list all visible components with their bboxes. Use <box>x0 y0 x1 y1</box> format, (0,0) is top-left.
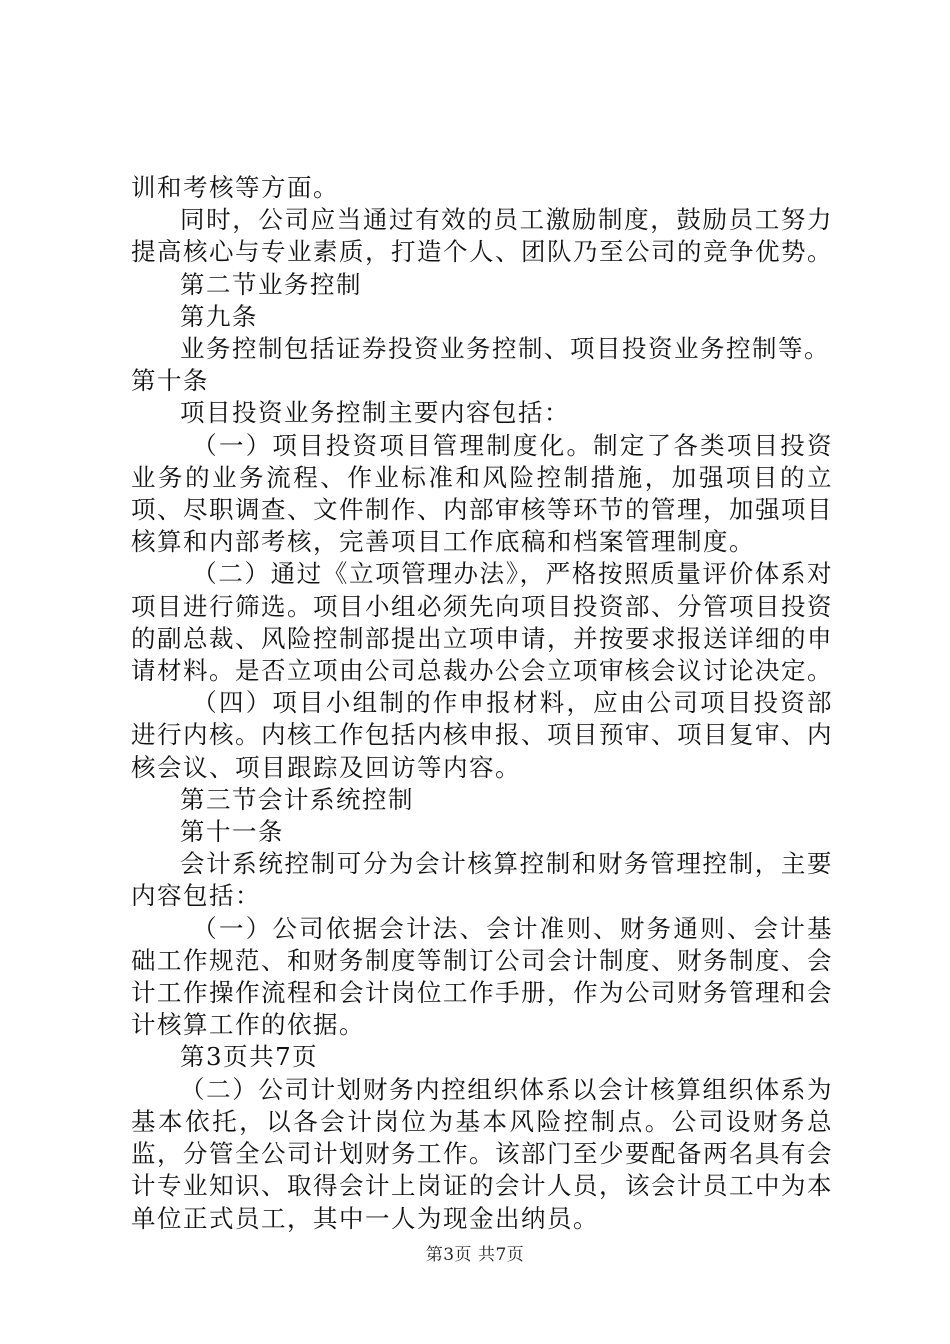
paragraph-project-control-intro: 项目投资业务控制主要内容包括： <box>180 398 570 428</box>
article-heading-11: 第十一条 <box>180 817 284 847</box>
paragraph-item-2: （二）通过《立项管理办法》，严格按照质量评价体系对项目进行筛选。项目小组必须先向项目投资部、分管项目投资的副总裁、风险控制部提出立项申请，并按要求报送详细的申请材料。是否立项由公司总裁办公会立项审核会议讨论决定。 <box>131 559 833 686</box>
inline-page-marker: 第3页共7页 <box>180 1042 319 1072</box>
paragraph-item-4: （四）项目小组制的作申报材料，应由公司项目投资部进行内核。内核工作包括内核申报、项目预审、项目复审、内核会议、项目跟踪及回访等内容。 <box>131 688 833 782</box>
document-body <box>131 172 833 1235</box>
page-footer: 第3页 共7页 <box>425 1245 525 1265</box>
article-heading-10: 第十条 <box>131 366 209 396</box>
section-heading-accounting-control: 第三节会计系统控制 <box>180 784 414 814</box>
paragraph-accounting-item-2: （二）公司计划财务内控组织体系以会计核算组织体系为基本依托，以各会计岗位为基本风险控制点。公司设财务总监，分管全公司计划财务工作。该部门至少要配备两名具有会计专业知识、取得会计上岗证的会计人员，该会计员工中为本单位正式员工，其中一人为现金出纳员。 <box>131 1074 833 1233</box>
article-heading-9: 第九条 <box>180 301 258 331</box>
section-heading-business-control: 第二节业务控制 <box>180 269 362 299</box>
paragraph-business-control: 业务控制包括证券投资业务控制、项目投资业务控制等。 <box>180 334 830 364</box>
paragraph-incentive: 同时，公司应当通过有效的员工激励制度，鼓励员工努力提高核心与专业素质，打造个人、团队乃至公司的竞争优势。 <box>131 205 833 267</box>
paragraph-training-continuation: 训和考核等方面。 <box>131 173 339 202</box>
paragraph-accounting-intro: 会计系统控制可分为会计核算控制和财务管理控制，主要内容包括： <box>131 849 833 911</box>
paragraph-accounting-item-1: （一）公司依据会计法、会计准则、财务通则、会计基础工作规范、和财务制度等制订公司会计制度、财务制度、会计工作操作流程和会计岗位工作手册，作为公司财务管理和会计核算工作的依据。 <box>131 913 833 1040</box>
paragraph-item-1: （一）项目投资项目管理制度化。制定了各类项目投资业务的业务流程、作业标准和风险控制措施，加强项目的立项、尽职调查、文件制作、内部审核等环节的管理，加强项目核算和内部考核，完善项目工作底稿和档案管理制度。 <box>131 430 833 557</box>
